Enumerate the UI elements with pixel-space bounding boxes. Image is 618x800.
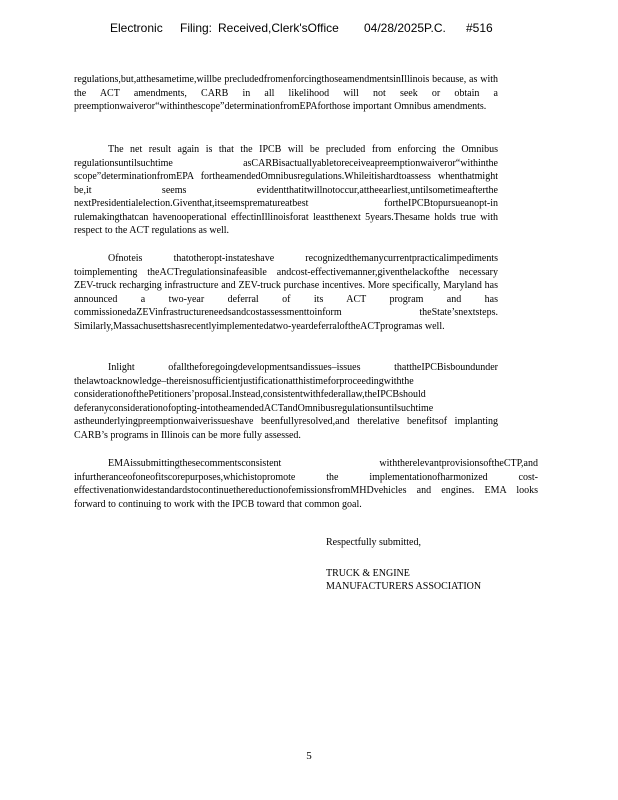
page-number: 5 (306, 750, 312, 762)
header-number: #516 (466, 21, 493, 35)
header-received: Received,Clerk'sOffice (218, 21, 339, 35)
paragraph-conclusion: Inlight ofalltheforegoingdevelopmentsandissues–issues thattheIPCBisboundunder thelawtoacknowledge–thereisnosufficientjustificationatthistimeforproceedingwiththe considerationofthePetitioners’proposal.Instead,consistentwithfederallaw,theIPCBshould deferanyconsiderationofopting-intotheamendedACTandOmnibusregulationsuntilsuchtime astheunderlyingpreemptionwaiverissueshave beenfullyresolved,and therelative benefitsof implanting CARB’s programs in Illinois can be more fully assessed. (74, 362, 498, 441)
paragraph-other-states: Ofnoteis thatotheropt-instateshave recognizedthemanycurrentpracticalimpediments toimplementing theACTregulationsinafeasible andcost-effectivemanner,giventhelackofthe necessary ZEV-truck recharging infrastructure and ZEV-truck purchase incentives. More specifically, Maryland has announced a two-year deferral of its ACT program and has commissionedaZEVinfrastructureneedsandcostassessmenttoinform theState’snextsteps. Similarly,Massachusettshasrecentlyimplementedatwo-yeardeferraloftheACTprogramas well. (74, 253, 498, 332)
paragraph-net-result: The net result again is that the IPCB will be precluded from enforcing the Omnibus regulationsuntilsuchtime asCARBisactuallyabletoreceiveapreemptionwaiveror“withinthe scope”determinationfromEPA fortheamendedOmnibusregulations.Whileitishardtoassess whenthatmight be,it seems evidentthatitwillnotoccur,attheearliest,untilsometimeafterthe nextPresidentialelection.Giventhat,itseemsprematureatbest fortheIPCBtopursueanopt-in rulemakingthatcan havenooperational effectinIllinoisforat leastthenext 5years.Thesame holds true with respect to the ACT regulations as well. (74, 144, 498, 236)
header-electronic: Electronic (110, 21, 163, 35)
header-date: 04/28/2025P.C. (364, 21, 446, 35)
signature-org-line1: TRUCK & ENGINE (326, 568, 410, 579)
paragraph-continuation: regulations,but,atthesametime,willbe precludedfromenforcingthoseamendmentsinIllinois because, as with the ACT amendments, CARB in all likelihood will not seek or obtain a preemptionwaiveror“withinthescope”determinationfromEPAforthose important Omnibus amendments. (74, 74, 498, 112)
paragraph-ema-closing: EMAissubmittingthesecommentsconsistent withtherelevantprovisionsoftheCTP,and infurtheranceofoneofitscorepurposes,whichistopromote the implementationofharmonized cost-effectivenationwidestandardstocontinuethereductionofemissionsfromMHDvehicles and engines. EMA looks forward to continuing to work with the IPCB toward that common goal. (74, 458, 538, 510)
filing-header (0, 21, 618, 37)
signature-org-line2: MANUFACTURERS ASSOCIATION (326, 581, 482, 592)
header-filing: Filing: (180, 21, 213, 35)
signature-closing: Respectfully submitted, (326, 537, 421, 548)
